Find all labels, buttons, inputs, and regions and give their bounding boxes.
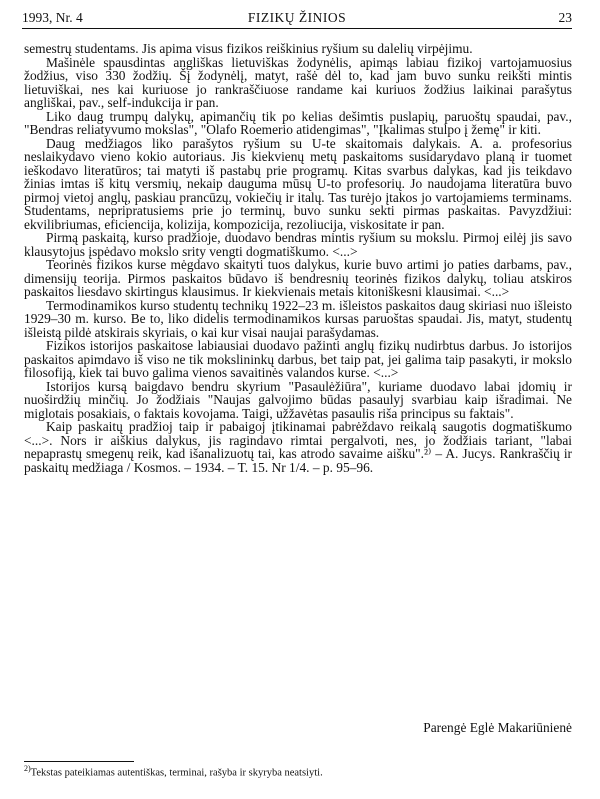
footnote	[24, 764, 572, 779]
issue-label: 1993, Nr. 4	[22, 10, 83, 25]
footnote-divider	[24, 761, 134, 762]
footnote-mark: 2)	[24, 764, 31, 773]
paragraph-4: Daug medžiagos liko parašytos ryšium su U-te skaitomais dalykais. A. a. profesorius neslaikydavo vieno kokio autoriaus. Jis kiekvienų metų paskaitoms susidarydavo planą ir tuomet ieškodavo literatūros; tai matyti iš pastabų prie programų. Kitas svarbus dalykas, kad jis teikdavo žinias imtas iš kitų versmių, nekaip dauguma mūsų U-to profesorių. Jo naudojama literatūra buvo pirmoj vietoj anglų, paskiau prancūzų, vokiečių ir italų. Tas turėjo įtakos jo vartojamiems terminams. Studentams, nepripratusiems prie jo terminų, buvo sunku sekti pirmas paskaitas. Pavyzdžiui: ekvilibriumas, eficiencija, kolizija, kompozicija, rezoliucija, viskositate ir pan.	[24, 135, 572, 232]
author-signature: Parengė Eglė Makariūnienė	[423, 720, 572, 735]
paragraph-10: Kaip paskaitų pradžioj taip ir pabaigoj įtikinamai pabrėždavo reikalą saugotis dogmatiškumo <...>. Nors ir aiškius dalykus, jis ragindavo rimtai pergalvoti, nes, jo žodžiais tariant, "labai nepaprastų smegenų reik, kad išanalizuotų tai, kas atrodo savaime aišku".²⁾ – A. Jucys. Rankraščių ir paskaitų medžiaga / Kosmos. – 1934. – T. 15. Nr 1/4. – p. 95–96.	[24, 419, 572, 475]
paragraph-3: Liko daug trumpų dalykų, apimančių tik po kelias dešimtis puslapių, paruoštų spaudai, pav., "Bendras reliatyvumo mokslas", "Olafo Roemerio atidengimas", "Įkalimas stulpo į žemę" ir kiti.	[24, 108, 572, 137]
page-header	[22, 8, 572, 29]
paragraph-6: Teorinės fizikos kurse mėgdavo skaityti tuos dalykus, kurie buvo artimi jo paties darbams, pav., dimensijų teorija. Pirmos paskaitos būdavo iš bendresnių teorinės fizikos dalykų, toliau atskiros paskaitos liesdavo skirtingus klausimus. Ir kiekvienais metais kitoniškesni klausimai. <...>	[24, 257, 572, 299]
journal-title: FIZIKŲ ŽINIOS	[247, 10, 347, 25]
paragraph-9: Istorijos kursą baigdavo bendru skyrium "Pasaulėžiūra", kuriame duodavo labai įdomių ir nuoširdžių minčių. Jo žodžiais "Naujas galvojimo būdas pasaulyj svarbiau kaip išradimai. Ne miglotais posakiais, o faktais kovojama. Taigi, užžavėtas pasaulis riša principus su faktais".	[24, 378, 572, 421]
paragraph-7: Termodinamikos kurso studentų technikų 1922–23 m. išleistos paskaitos daug skiriasi nuo išleisto 1929–30 m. kurso. Be to, liko didelis termodinamikos kursas paruoštas spaudai. Jis, matyt, studentų išleistą pildė atskirais skyriais, o kai kur visai naujai parašydamas.	[24, 297, 572, 340]
page-number: 23	[558, 10, 572, 25]
paragraph-2: Mašinėle spausdintas angliškas lietuviškas žodynėlis, apimąs labiau fizikoj vartojamuosius žodžius, viso 330 žodžių. Šį žodynėlį, matyt, rašė dėl to, kad jam buvo sunku reikšti mintis lietuviškai, nes kai kuriuose jo rankraščiuose randame kai kuriuos žodžius laikinai parašytus angliškai, pav., self-indukcija ir pan.	[24, 54, 572, 110]
paragraph-1: semestrų studentams. Jis apima visus fizikos reiškinius ryšium su dalelių virpėjimu.	[24, 41, 473, 56]
paragraph-5: Pirmą paskaitą, kurso pradžioje, duodavo bendras mintis ryšium su mokslu. Pirmoj eilėj jis savo klausytojus įspėdavo mokslo srity vengti dogmatiškumo. <...>	[24, 230, 572, 259]
paragraph-8: Fizikos istorijos paskaitose labiausiai duodavo pažinti anglų fizikų nudirbtus darbus. Jo istorijos paskaitos apimdavo iš viso ne tik mokslininkų darbus, bet taip pat, jei galima taip pasakyti, ir mokslo filosofiją, kiek tai buvo galima vienos savaitinės valandos kurse. <...>	[24, 338, 572, 380]
article-body	[24, 42, 572, 474]
footnote-text: Tekstas pateikiamas autentiškas, terminai, rašyba ir skyryba neatsiyti.	[30, 767, 323, 779]
